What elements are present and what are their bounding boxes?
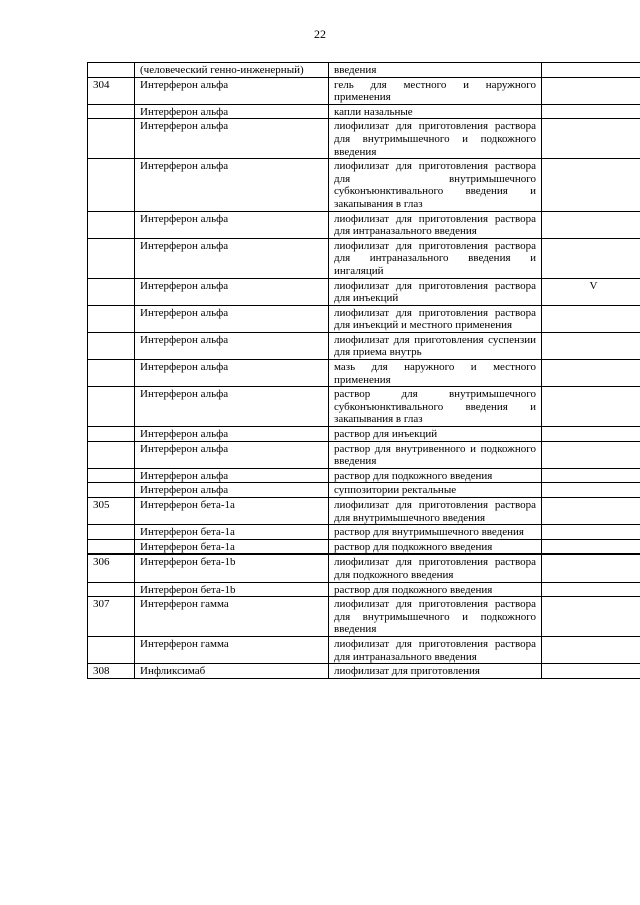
table-row bbox=[88, 238, 640, 278]
row-number-cell bbox=[88, 582, 135, 597]
mark-cell bbox=[542, 119, 640, 159]
mark-cell bbox=[542, 554, 640, 582]
table-row bbox=[88, 211, 640, 238]
dosage-form-cell: лиофилизат для приготовления раствора для инъекций и местного применения bbox=[329, 305, 542, 332]
row-number-cell bbox=[88, 441, 135, 468]
mark-cell bbox=[542, 636, 640, 663]
table-row bbox=[88, 63, 640, 78]
dosage-form-cell: суппозитории ректальные bbox=[329, 483, 542, 498]
row-number-cell bbox=[88, 278, 135, 305]
mark-cell bbox=[542, 539, 640, 554]
table-row bbox=[88, 427, 640, 442]
drug-name-cell: Интерферон бета-1b bbox=[135, 582, 329, 597]
drug-name-cell: Интерферон альфа bbox=[135, 159, 329, 211]
table-row bbox=[88, 77, 640, 104]
row-number-cell bbox=[88, 159, 135, 211]
mark-cell bbox=[542, 664, 640, 679]
drug-name-cell: Интерферон альфа bbox=[135, 278, 329, 305]
drug-name-cell: Инфликсимаб bbox=[135, 664, 329, 679]
mark-cell bbox=[542, 63, 640, 78]
table-row bbox=[88, 468, 640, 483]
row-number-cell bbox=[88, 305, 135, 332]
drug-name-cell: Интерферон гамма bbox=[135, 636, 329, 663]
mark-cell bbox=[542, 582, 640, 597]
dosage-form-cell: раствор для подкожного введения bbox=[329, 468, 542, 483]
mark-cell bbox=[542, 498, 640, 525]
row-number-cell bbox=[88, 332, 135, 359]
dosage-form-cell: лиофилизат для приготовления раствора для интраназального введения bbox=[329, 636, 542, 663]
dosage-form-cell: мазь для наружного и местного применения bbox=[329, 360, 542, 387]
mark-cell bbox=[542, 525, 640, 540]
row-number-cell bbox=[88, 360, 135, 387]
mark-cell bbox=[542, 238, 640, 278]
drug-name-cell: Интерферон альфа bbox=[135, 387, 329, 427]
table-row bbox=[88, 441, 640, 468]
drug-name-cell: Интерферон бета-1а bbox=[135, 498, 329, 525]
dosage-form-cell: раствор для подкожного введения bbox=[329, 582, 542, 597]
dosage-form-cell: лиофилизат для приготовления раствора для внутримышечного введения bbox=[329, 498, 542, 525]
mark-cell bbox=[542, 468, 640, 483]
drug-name-cell: Интерферон альфа bbox=[135, 238, 329, 278]
table-row bbox=[88, 554, 640, 582]
table-row bbox=[88, 582, 640, 597]
dosage-form-cell: капли назальные bbox=[329, 104, 542, 119]
dosage-form-cell: раствор для внутримышечного введения bbox=[329, 525, 542, 540]
table-row bbox=[88, 305, 640, 332]
drug-name-cell: (человеческий генно-инженерный) bbox=[135, 63, 329, 78]
row-number-cell bbox=[88, 539, 135, 554]
row-number-cell: 307 bbox=[88, 597, 135, 637]
row-number-cell bbox=[88, 468, 135, 483]
mark-cell bbox=[542, 332, 640, 359]
dosage-form-cell: раствор для внутримышечного субконъюнктивального введения и закапывания в глаз bbox=[329, 387, 542, 427]
dosage-form-cell: лиофилизат для приготовления раствора для инъекций bbox=[329, 278, 542, 305]
mark-cell bbox=[542, 305, 640, 332]
page-number: 22 bbox=[314, 27, 326, 41]
drug-name-cell: Интерферон альфа bbox=[135, 441, 329, 468]
mark-cell bbox=[542, 104, 640, 119]
row-number-cell: 304 bbox=[88, 77, 135, 104]
mark-cell bbox=[542, 211, 640, 238]
row-number-cell bbox=[88, 238, 135, 278]
drug-name-cell: Интерферон альфа bbox=[135, 468, 329, 483]
dosage-form-cell: введения bbox=[329, 63, 542, 78]
dosage-form-cell: раствор для подкожного введения bbox=[329, 539, 542, 554]
table-row bbox=[88, 387, 640, 427]
mark-cell bbox=[542, 360, 640, 387]
table-row bbox=[88, 525, 640, 540]
table-row bbox=[88, 278, 640, 305]
drug-name-cell: Интерферон альфа bbox=[135, 427, 329, 442]
table-row bbox=[88, 119, 640, 159]
dosage-form-cell: лиофилизат для приготовления bbox=[329, 664, 542, 679]
dosage-form-cell: лиофилизат для приготовления раствора для подкожного введения bbox=[329, 554, 542, 582]
dosage-form-cell: лиофилизат для приготовления раствора для внутримышечного субконъюнктивального введения и закапывания в глаз bbox=[329, 159, 542, 211]
dosage-form-cell: лиофилизат для приготовления раствора для внутримышечного и подкожного введения bbox=[329, 597, 542, 637]
drug-name-cell: Интерферон альфа bbox=[135, 360, 329, 387]
row-number-cell: 308 bbox=[88, 664, 135, 679]
drug-name-cell: Интерферон бета-1а bbox=[135, 525, 329, 540]
mark-cell bbox=[542, 597, 640, 637]
row-number-cell bbox=[88, 63, 135, 78]
drug-name-cell: Интерферон альфа bbox=[135, 211, 329, 238]
row-number-cell bbox=[88, 525, 135, 540]
table-row bbox=[88, 539, 640, 554]
table-row bbox=[88, 332, 640, 359]
row-number-cell bbox=[88, 211, 135, 238]
table-row bbox=[88, 483, 640, 498]
drug-name-cell: Интерферон альфа bbox=[135, 104, 329, 119]
drug-name-cell: Интерферон бета-1а bbox=[135, 539, 329, 554]
table-row bbox=[88, 104, 640, 119]
row-number-cell bbox=[88, 387, 135, 427]
mark-cell bbox=[542, 387, 640, 427]
row-number-cell bbox=[88, 104, 135, 119]
row-number-cell bbox=[88, 483, 135, 498]
dosage-form-cell: раствор для внутривенного и подкожного введения bbox=[329, 441, 542, 468]
dosage-form-cell: лиофилизат для приготовления раствора для интраназального введения и ингаляций bbox=[329, 238, 542, 278]
drug-table-body bbox=[88, 63, 640, 679]
drug-name-cell: Интерферон альфа bbox=[135, 483, 329, 498]
table-row bbox=[88, 636, 640, 663]
row-number-cell: 305 bbox=[88, 498, 135, 525]
drug-name-cell: Интерферон альфа bbox=[135, 332, 329, 359]
row-number-cell bbox=[88, 119, 135, 159]
dosage-form-cell: лиофилизат для приготовления раствора для внутримышечного и подкожного введения bbox=[329, 119, 542, 159]
drug-name-cell: Интерферон альфа bbox=[135, 119, 329, 159]
mark-cell bbox=[542, 441, 640, 468]
mark-cell bbox=[542, 427, 640, 442]
drug-table bbox=[87, 62, 640, 679]
row-number-cell bbox=[88, 427, 135, 442]
table-row bbox=[88, 597, 640, 637]
dosage-form-cell: лиофилизат для приготовления суспензии для приема внутрь bbox=[329, 332, 542, 359]
dosage-form-cell: раствор для инъекций bbox=[329, 427, 542, 442]
mark-cell: V bbox=[542, 278, 640, 305]
table-row bbox=[88, 159, 640, 211]
table-row bbox=[88, 664, 640, 679]
drug-name-cell: Интерферон альфа bbox=[135, 305, 329, 332]
drug-name-cell: Интерферон альфа bbox=[135, 77, 329, 104]
dosage-form-cell: гель для местного и наружного применения bbox=[329, 77, 542, 104]
dosage-form-cell: лиофилизат для приготовления раствора для интраназального введения bbox=[329, 211, 542, 238]
mark-cell bbox=[542, 483, 640, 498]
mark-cell bbox=[542, 77, 640, 104]
table-row bbox=[88, 498, 640, 525]
mark-cell bbox=[542, 159, 640, 211]
drug-name-cell: Интерферон гамма bbox=[135, 597, 329, 637]
row-number-cell: 306 bbox=[88, 554, 135, 582]
row-number-cell bbox=[88, 636, 135, 663]
table-row bbox=[88, 360, 640, 387]
drug-name-cell: Интерферон бета-1b bbox=[135, 554, 329, 582]
